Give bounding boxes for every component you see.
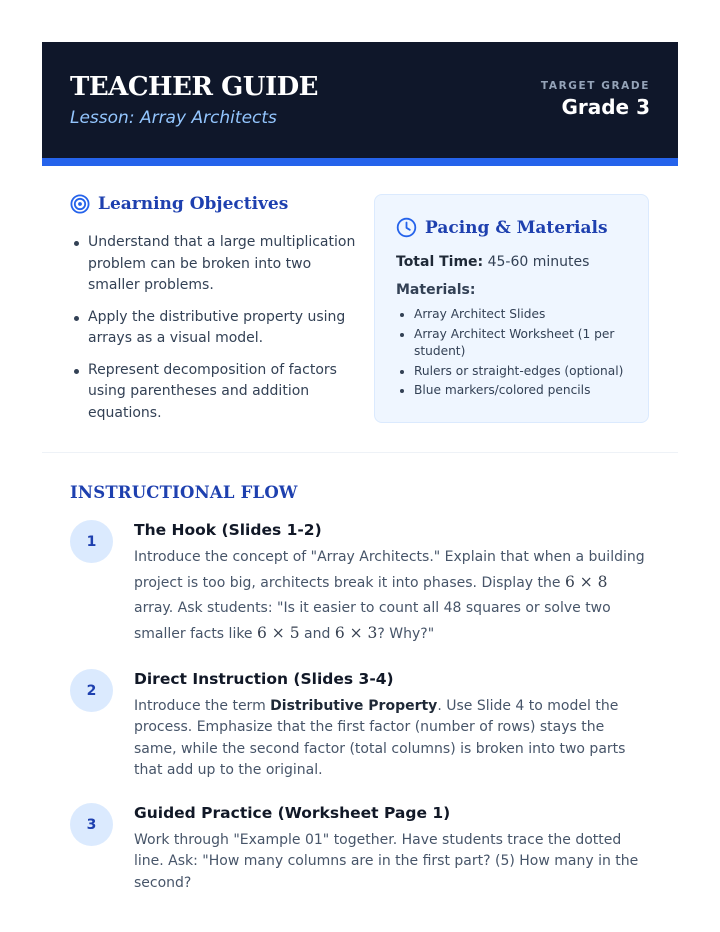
step-text: Introduce the term xyxy=(134,698,271,714)
math-expression: 6 × 8 xyxy=(564,573,608,591)
total-time-value: 45-60 minutes xyxy=(483,254,590,270)
objective-item: Represent decomposition of factors using parentheses and addition equations. xyxy=(70,360,360,425)
target-icon xyxy=(70,194,90,214)
materials-label: Materials: xyxy=(396,282,476,298)
math-expression: 6 × 5 xyxy=(257,624,300,642)
lesson-title: Lesson: Array Architects xyxy=(70,108,277,128)
pacing-materials-card xyxy=(374,194,649,423)
target-grade-caption: TARGET GRADE xyxy=(540,80,650,92)
learning-objectives-heading xyxy=(70,194,360,214)
guide-title: TEACHER GUIDE xyxy=(70,72,318,102)
step-title: Direct Instruction (Slides 3-4) xyxy=(134,670,394,688)
material-item: Array Architect Worksheet (1 per student) xyxy=(396,326,628,361)
step-number-badge: 1 xyxy=(70,520,113,563)
objective-item: Apply the distributive property using arrays as a visual model. xyxy=(70,307,360,350)
step-body xyxy=(134,669,650,781)
step-description: Work through "Example 01" together. Have students trace the dotted line. Ask: "How many columns are in the first part? (5) How many in the second? xyxy=(134,832,639,891)
pacing-materials-title: Pacing & Materials xyxy=(425,217,608,238)
step-body xyxy=(134,520,650,647)
materials-list xyxy=(396,306,628,400)
step-title: The Hook (Slides 1-2) xyxy=(134,521,322,539)
step-title: Guided Practice (Worksheet Page 1) xyxy=(134,804,451,822)
objectives-list xyxy=(70,232,360,424)
material-item: Array Architect Slides xyxy=(396,306,628,324)
instructional-flow-heading: INSTRUCTIONAL FLOW xyxy=(70,483,298,502)
material-item: Rulers or straight-edges (optional) xyxy=(396,363,628,381)
key-term: Distributive Property xyxy=(270,698,438,714)
guide-header xyxy=(42,42,678,158)
target-grade-value: Grade 3 xyxy=(561,95,650,119)
step-number-badge: 3 xyxy=(70,803,113,846)
step-text: Introduce the concept of "Array Architects." Explain that when a building project is too big, architects break it into phases. Display the xyxy=(134,549,645,591)
learning-objectives-section xyxy=(70,194,360,434)
step-description xyxy=(134,696,650,781)
math-expression: 6 × 3 xyxy=(334,624,378,642)
step-body xyxy=(134,803,650,894)
objective-item: Understand that a large multiplication problem can be broken into two smaller problems. xyxy=(70,232,360,297)
step-text: . Use Slide 4 to model the process. Emphasize that the first factor (number of rows) stays the same, while the second factor (total columns) is broken into two parts that add up to the original. xyxy=(134,698,626,778)
step-description xyxy=(134,545,650,647)
step-text: array. Ask students: "Is it easier to count all 48 squares or solve two smaller facts like xyxy=(134,600,611,642)
header-accent-stripe xyxy=(42,158,678,166)
pacing-materials-heading xyxy=(396,217,628,238)
step-number-badge: 2 xyxy=(70,669,113,712)
learning-objectives-title: Learning Objectives xyxy=(98,194,289,214)
total-time xyxy=(396,254,628,270)
step-text: and xyxy=(299,626,335,642)
material-item: Blue markers/colored pencils xyxy=(396,382,628,400)
clock-icon xyxy=(396,217,417,238)
total-time-label: Total Time: xyxy=(396,254,484,270)
step-text: ? Why?" xyxy=(377,626,435,642)
section-divider xyxy=(42,452,678,453)
